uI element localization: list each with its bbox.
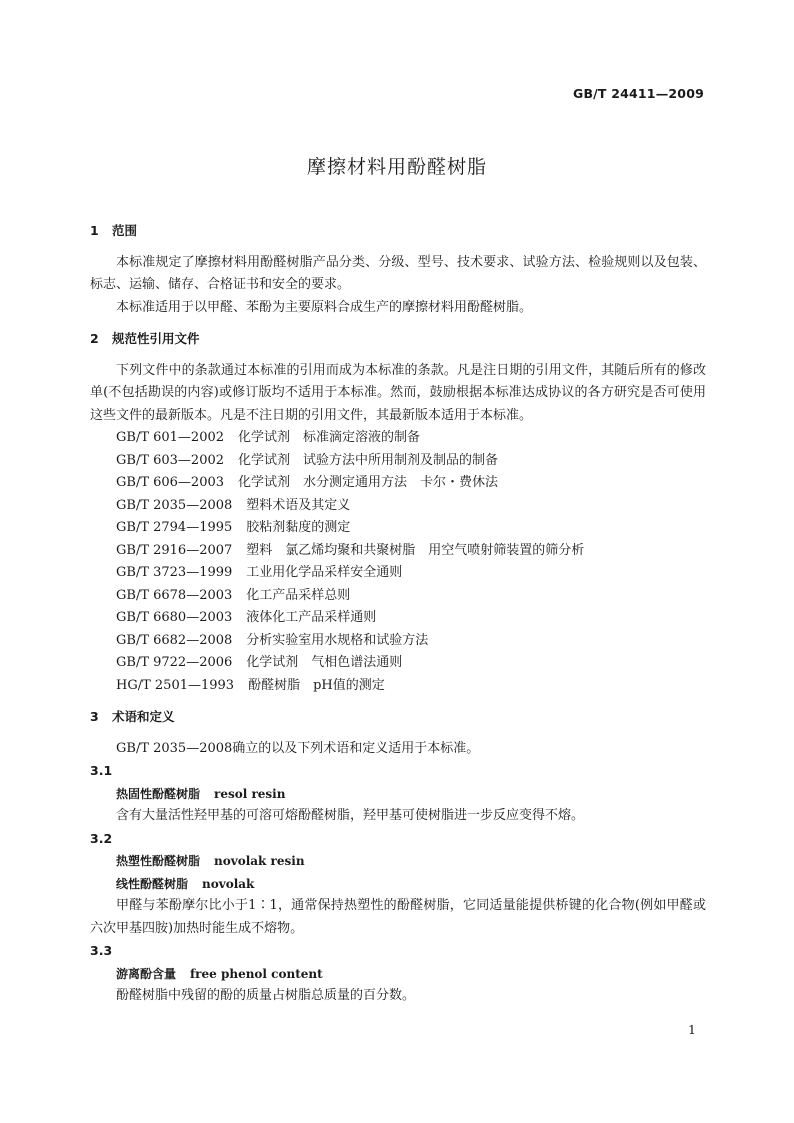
reference-code: GB/T 3723—1999 [116, 565, 233, 580]
reference-code: GB/T 6678—2003 [116, 587, 233, 603]
section-title: 范围 [112, 223, 138, 238]
term-definition: 含有大量活性羟甲基的可溶可熔酚醛树脂，羟甲基可使树脂进一步反应变得不熔。 [116, 808, 585, 823]
reference-code: GB/T 601—2002 [116, 430, 225, 445]
reference-item [90, 427, 706, 450]
term-en: free phenol content [190, 966, 323, 981]
reference-name: 化学试剂 试验方法中所用制剂及制品的制备 [238, 452, 499, 468]
section-number: 3 [90, 709, 99, 724]
section-title: 术语和定义 [112, 709, 175, 724]
reference-name: 分析实验室用水规格和试验方法 [246, 632, 429, 648]
section-heading-scope [90, 220, 706, 243]
term-number: 3.2 [90, 830, 113, 846]
section-heading-terms-definitions [90, 706, 706, 729]
reference-code: GB/T 2794—1995 [116, 520, 233, 535]
reference-code: GB/T 6682—2008 [116, 632, 233, 648]
reference-item [90, 630, 706, 653]
reference-name: 塑料 氯乙烯均聚和共聚树脂 用空气喷射筛装置的筛分析 [246, 542, 585, 558]
reference-item [90, 652, 706, 675]
reference-item [90, 607, 706, 630]
reference-code: HG/T 2501—1993 [116, 677, 235, 693]
term-en: novolak [202, 876, 255, 891]
reference-item [90, 517, 706, 540]
scope-paragraph: 本标准规定了摩擦材料用酚醛树脂产品分类、分级、型号、技术要求、试验方法、检验规则以及包装、标志、运输、储存、合格证书和安全的要求。 [90, 254, 706, 292]
reference-name: 化工产品采样总则 [246, 587, 351, 603]
term-entry [90, 873, 706, 896]
reference-code: GB/T 2916—2007 [116, 542, 233, 558]
term-entry [90, 963, 706, 986]
term-definition: 甲醛与苯酚摩尔比小于1∶1，通常保持热塑性的酚醛树脂，它同适量能提供桥键的化合物(例如甲醛或六次甲基四胺)加热时能生成不熔物。 [90, 898, 706, 936]
terms-intro: GB/T 2035—2008确立的以及下列术语和定义适用于本标准。 [116, 740, 480, 756]
reference-item [90, 562, 706, 585]
term-en: novolak resin [214, 854, 305, 868]
reference-name: 化学试剂 标准滴定溶液的制备 [238, 430, 421, 445]
section-number: 1 [90, 223, 99, 238]
reference-code: GB/T 606—2003 [116, 475, 225, 490]
term-entry [90, 850, 706, 873]
reference-name: 胶粘剂黏度的测定 [246, 520, 351, 535]
reference-name: 酚醛树脂 pH值的测定 [248, 677, 385, 693]
reference-code: GB/T 9722—2006 [116, 655, 233, 670]
reference-code: GB/T 603—2002 [116, 452, 225, 468]
document-title: 摩擦材料用酚醛树脂 [306, 156, 487, 178]
reference-item [90, 450, 706, 473]
term-zh: 线性酚醛树脂 [116, 876, 189, 891]
reference-item [90, 540, 706, 563]
document-body [90, 220, 706, 1008]
reference-name: 液体化工产品采样通则 [246, 610, 377, 625]
section-number: 2 [90, 331, 99, 346]
term-en: resol resin [214, 786, 286, 801]
term-number: 3.3 [90, 943, 113, 958]
standard-number: GB/T 24411—2009 [572, 86, 704, 101]
term-definition: 酚醛树脂中残留的酚的质量占树脂总质量的百分数。 [116, 988, 416, 1003]
section-title: 规范性引用文件 [112, 331, 200, 346]
term-zh: 游离酚含量 [116, 966, 177, 981]
section-heading-normative-references [90, 328, 706, 351]
page-number: 1 [688, 1022, 696, 1037]
scope-paragraph: 本标准适用于以甲醛、苯酚为主要原料合成生产的摩擦材料用酚醛树脂。 [116, 299, 533, 315]
term-entry [90, 783, 706, 806]
reference-item [90, 495, 706, 518]
reference-name: 化学试剂 水分测定通用方法 卡尔・费休法 [238, 475, 499, 490]
reference-code: GB/T 6680—2003 [116, 610, 233, 625]
reference-code: GB/T 2035—2008 [116, 497, 233, 513]
term-number: 3.1 [90, 763, 113, 778]
reference-item [90, 675, 706, 698]
reference-name: 塑料术语及其定义 [246, 497, 351, 513]
reference-name: 化学试剂 气相色谱法通则 [246, 655, 403, 670]
term-zh: 热塑性酚醛树脂 [116, 854, 201, 868]
term-zh: 热固性酚醛树脂 [116, 786, 201, 801]
reference-item [90, 585, 706, 608]
reference-item [90, 472, 706, 495]
references-intro: 下列文件中的条款通过本标准的引用而成为本标准的条款。凡是注日期的引用文件，其随后所有的修改单(不包括勘误的内容)或修订版均不适用于本标准。然而，鼓励根据本标准达成协议的各方研究是否可使用这些文件的最新版本。凡是不注日期的引用文件，其最新版本适用于本标准。 [90, 362, 706, 423]
reference-name: 工业用化学品采样安全通则 [246, 565, 403, 580]
